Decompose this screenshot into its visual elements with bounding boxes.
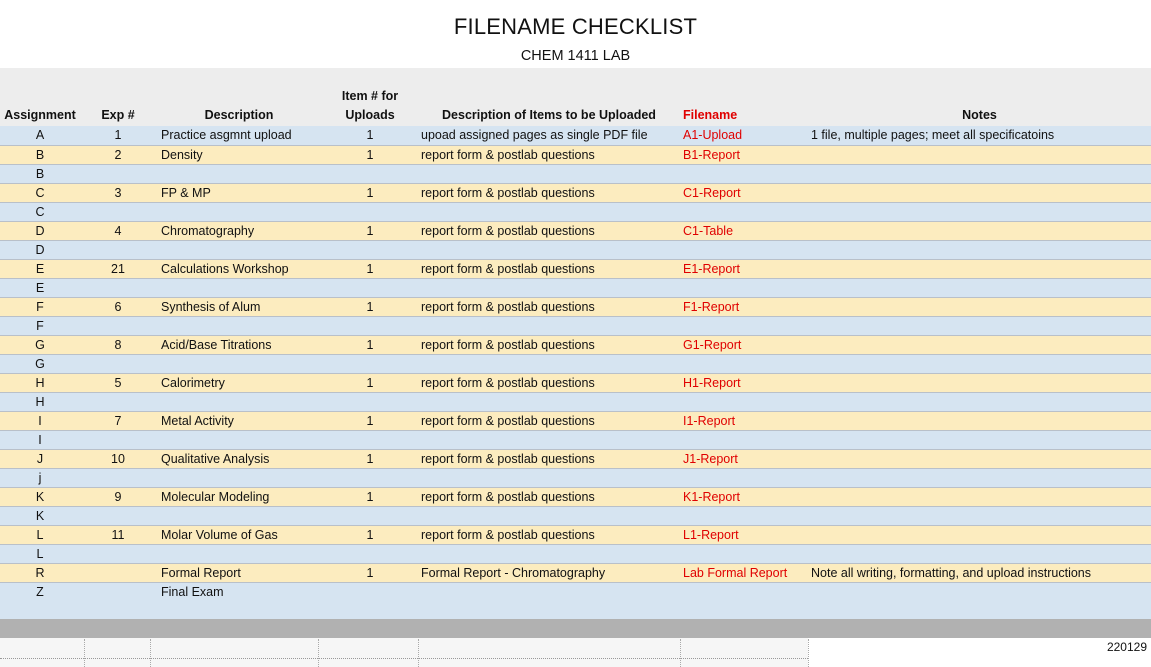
cell-description[interactable]: Density (156, 145, 322, 164)
cell-exp[interactable] (80, 430, 156, 449)
cell-filename[interactable] (680, 278, 808, 297)
cell-assignment[interactable]: A (0, 126, 80, 145)
cell-items-description[interactable] (418, 468, 680, 487)
table-row (0, 259, 1151, 278)
cell-items-description[interactable]: report form & postlab questions (418, 373, 680, 392)
cell-assignment[interactable]: J (0, 449, 80, 468)
cell-description[interactable]: Final Exam (156, 582, 322, 619)
cell-notes[interactable] (808, 354, 1151, 373)
cell-filename[interactable]: Lab Formal Report (680, 563, 808, 582)
gridline (0, 658, 808, 659)
cell-items-description[interactable]: report form & postlab questions (418, 525, 680, 544)
cell-exp[interactable] (80, 563, 156, 582)
cell-notes[interactable] (808, 544, 1151, 563)
table-row (0, 449, 1151, 468)
cell-items-description[interactable]: report form & postlab questions (418, 259, 680, 278)
cell-exp[interactable] (80, 392, 156, 411)
cell-item-count[interactable] (322, 582, 418, 619)
cell-exp[interactable]: 4 (80, 221, 156, 240)
cell-description[interactable]: Chromatography (156, 221, 322, 240)
cell-notes[interactable] (808, 392, 1151, 411)
cell-item-count[interactable] (322, 506, 418, 525)
table-row (0, 126, 1151, 145)
cell-item-count[interactable]: 1 (322, 563, 418, 582)
cell-item-count[interactable] (322, 392, 418, 411)
table-row (0, 411, 1151, 430)
cell-items-description[interactable] (418, 202, 680, 221)
cell-assignment[interactable]: I (0, 411, 80, 430)
cell-description[interactable] (156, 430, 322, 449)
cell-assignment[interactable]: I (0, 430, 80, 449)
cell-notes[interactable] (808, 335, 1151, 354)
cell-exp[interactable]: 6 (80, 297, 156, 316)
cell-exp[interactable] (80, 202, 156, 221)
cell-items-description[interactable]: report form & postlab questions (418, 487, 680, 506)
cell-assignment[interactable]: K (0, 487, 80, 506)
cell-assignment[interactable]: F (0, 297, 80, 316)
cell-description[interactable] (156, 354, 322, 373)
table-row (0, 506, 1151, 525)
cell-item-count[interactable]: 1 (322, 335, 418, 354)
cell-items-description[interactable] (418, 506, 680, 525)
cell-assignment[interactable]: E (0, 259, 80, 278)
cell-description[interactable] (156, 240, 322, 259)
cell-description[interactable]: FP & MP (156, 183, 322, 202)
cell-description[interactable] (156, 506, 322, 525)
cell-notes[interactable]: Note all writing, formatting, and upload instructions (808, 563, 1151, 582)
cell-filename[interactable]: H1-Report (680, 373, 808, 392)
cell-assignment[interactable]: B (0, 145, 80, 164)
cell-filename[interactable]: F1-Report (680, 297, 808, 316)
column-header-notes[interactable]: Notes (962, 108, 997, 122)
cell-assignment[interactable]: L (0, 544, 80, 563)
cell-filename[interactable]: A1-Upload (680, 126, 808, 145)
cell-exp[interactable] (80, 582, 156, 619)
cell-item-count[interactable]: 1 (322, 449, 418, 468)
cell-filename[interactable] (680, 164, 808, 183)
cell-filename[interactable]: E1-Report (680, 259, 808, 278)
column-header-items-description[interactable]: Description of Items to be Uploaded (442, 108, 656, 122)
cell-assignment[interactable]: Z (0, 582, 80, 619)
cell-item-count[interactable] (322, 316, 418, 335)
cell-exp[interactable]: 21 (80, 259, 156, 278)
table-row (0, 335, 1151, 354)
cell-exp[interactable] (80, 316, 156, 335)
gridline (418, 639, 419, 667)
cell-assignment[interactable]: R (0, 563, 80, 582)
cell-exp[interactable] (80, 278, 156, 297)
table-row (0, 392, 1151, 411)
cell-notes[interactable] (808, 430, 1151, 449)
cell-notes[interactable] (808, 145, 1151, 164)
cell-description[interactable]: Calorimetry (156, 373, 322, 392)
gridline (150, 639, 151, 667)
cell-notes[interactable] (808, 259, 1151, 278)
page-subtitle: CHEM 1411 LAB (520, 48, 631, 64)
cell-exp[interactable]: 2 (80, 145, 156, 164)
cell-notes[interactable] (808, 411, 1151, 430)
cell-item-count[interactable]: 1 (322, 487, 418, 506)
cell-notes[interactable] (808, 316, 1151, 335)
cell-filename[interactable]: C1-Table (680, 221, 808, 240)
cell-items-description[interactable] (418, 354, 680, 373)
cell-items-description[interactable]: report form & postlab questions (418, 297, 680, 316)
cell-item-count[interactable]: 1 (322, 183, 418, 202)
table-row (0, 278, 1151, 297)
cell-notes[interactable] (808, 297, 1151, 316)
cell-description[interactable] (156, 468, 322, 487)
cell-item-count[interactable]: 1 (322, 221, 418, 240)
cell-items-description[interactable] (418, 392, 680, 411)
cell-items-description[interactable]: report form & postlab questions (418, 183, 680, 202)
cell-items-description[interactable] (418, 582, 680, 619)
cell-filename[interactable] (680, 506, 808, 525)
cell-filename[interactable] (680, 544, 808, 563)
cell-items-description[interactable]: report form & postlab questions (418, 449, 680, 468)
cell-assignment[interactable]: D (0, 221, 80, 240)
cell-assignment[interactable]: L (0, 525, 80, 544)
cell-item-count[interactable] (322, 240, 418, 259)
cell-filename[interactable] (680, 202, 808, 221)
cell-items-description[interactable]: report form & postlab questions (418, 221, 680, 240)
gridline (84, 639, 85, 667)
table-row (0, 183, 1151, 202)
column-header-assignment[interactable]: Assignment (4, 108, 76, 122)
cell-exp[interactable]: 9 (80, 487, 156, 506)
cell-description[interactable]: Formal Report (156, 563, 322, 582)
cell-description[interactable] (156, 316, 322, 335)
cell-item-count[interactable]: 1 (322, 411, 418, 430)
cell-items-description[interactable]: report form & postlab questions (418, 145, 680, 164)
cell-item-count[interactable]: 1 (322, 525, 418, 544)
cell-items-description[interactable]: Formal Report - Chromatography (418, 563, 680, 582)
cell-assignment[interactable]: B (0, 164, 80, 183)
cell-description[interactable]: Metal Activity (156, 411, 322, 430)
cell-assignment[interactable]: C (0, 183, 80, 202)
cell-exp[interactable]: 8 (80, 335, 156, 354)
cell-item-count[interactable]: 1 (322, 145, 418, 164)
cell-notes[interactable] (808, 506, 1151, 525)
column-header-item-line2: Uploads (345, 108, 395, 122)
cell-assignment[interactable]: D (0, 240, 80, 259)
column-header-description[interactable]: Description (204, 108, 274, 122)
cell-filename[interactable] (680, 430, 808, 449)
table-row (0, 221, 1151, 240)
cell-item-count[interactable] (322, 354, 418, 373)
table-row (0, 373, 1151, 392)
table-row (0, 544, 1151, 563)
table-row (0, 582, 1151, 619)
gridline (680, 639, 681, 667)
document-code: 220129 (1106, 640, 1147, 654)
cell-item-count[interactable]: 1 (322, 297, 418, 316)
cell-items-description[interactable] (418, 240, 680, 259)
cell-exp[interactable]: 10 (80, 449, 156, 468)
table-header-row (0, 68, 1151, 126)
cell-filename[interactable] (680, 468, 808, 487)
cell-filename[interactable] (680, 240, 808, 259)
cell-items-description[interactable]: report form & postlab questions (418, 335, 680, 354)
cell-notes[interactable] (808, 373, 1151, 392)
cell-exp[interactable] (80, 506, 156, 525)
table-row (0, 563, 1151, 582)
cell-description[interactable] (156, 544, 322, 563)
cell-description[interactable] (156, 164, 322, 183)
cell-filename[interactable]: J1-Report (680, 449, 808, 468)
cell-exp[interactable] (80, 468, 156, 487)
cell-description[interactable]: Practice asgmnt upload (156, 126, 322, 145)
cell-filename[interactable]: I1-Report (680, 411, 808, 430)
table-row (0, 316, 1151, 335)
cell-description[interactable]: Qualitative Analysis (156, 449, 322, 468)
cell-notes[interactable] (808, 487, 1151, 506)
cell-notes[interactable]: 1 file, multiple pages; meet all specificatoins (808, 126, 1151, 145)
cell-assignment[interactable]: C (0, 202, 80, 221)
gridline (808, 639, 809, 667)
cell-notes[interactable] (808, 278, 1151, 297)
cell-exp[interactable] (80, 354, 156, 373)
cell-notes[interactable] (808, 183, 1151, 202)
cell-notes[interactable] (808, 240, 1151, 259)
cell-exp[interactable]: 3 (80, 183, 156, 202)
cell-notes[interactable] (808, 468, 1151, 487)
table-row (0, 145, 1151, 164)
cell-filename[interactable] (680, 316, 808, 335)
cell-items-description[interactable] (418, 430, 680, 449)
cell-filename[interactable]: G1-Report (680, 335, 808, 354)
page-title: FILENAME CHECKLIST (453, 14, 698, 39)
table-row (0, 297, 1151, 316)
cell-item-count[interactable] (322, 544, 418, 563)
cell-filename[interactable]: C1-Report (680, 183, 808, 202)
cell-assignment[interactable]: H (0, 392, 80, 411)
cell-exp[interactable] (80, 544, 156, 563)
cell-filename[interactable]: K1-Report (680, 487, 808, 506)
cell-item-count[interactable]: 1 (322, 259, 418, 278)
cell-exp[interactable]: 1 (80, 126, 156, 145)
cell-item-count[interactable] (322, 278, 418, 297)
cell-description[interactable]: Synthesis of Alum (156, 297, 322, 316)
cell-notes[interactable] (808, 525, 1151, 544)
cell-items-description[interactable] (418, 544, 680, 563)
table-row (0, 430, 1151, 449)
cell-items-description[interactable] (418, 278, 680, 297)
cell-filename[interactable] (680, 582, 808, 619)
cell-exp[interactable] (80, 164, 156, 183)
grey-divider-bar (0, 619, 1151, 638)
cell-description[interactable] (156, 392, 322, 411)
cell-description[interactable]: Acid/Base Titrations (156, 335, 322, 354)
cell-notes[interactable] (808, 164, 1151, 183)
table-row (0, 487, 1151, 506)
cell-filename[interactable] (680, 392, 808, 411)
column-header-exp[interactable]: Exp # (101, 108, 135, 122)
cell-notes[interactable] (808, 202, 1151, 221)
empty-cell-area (0, 638, 808, 667)
table-row (0, 240, 1151, 259)
column-header-item-line1: Item # for (341, 89, 399, 103)
cell-description[interactable]: Molecular Modeling (156, 487, 322, 506)
cell-notes[interactable] (808, 582, 1151, 619)
cell-exp[interactable]: 11 (80, 525, 156, 544)
table-row (0, 525, 1151, 544)
table-row (0, 354, 1151, 373)
table-row (0, 468, 1151, 487)
cell-items-description[interactable] (418, 316, 680, 335)
cell-item-count[interactable] (322, 468, 418, 487)
cell-description[interactable] (156, 278, 322, 297)
table-row (0, 202, 1151, 221)
table-row (0, 164, 1151, 183)
checklist-table (0, 68, 1151, 620)
cell-item-count[interactable]: 1 (322, 373, 418, 392)
cell-assignment[interactable]: H (0, 373, 80, 392)
cell-filename[interactable] (680, 354, 808, 373)
column-header-item-uploads[interactable] (322, 68, 418, 126)
cell-notes[interactable] (808, 221, 1151, 240)
cell-assignment[interactable]: F (0, 316, 80, 335)
cell-item-count[interactable] (322, 430, 418, 449)
cell-items-description[interactable] (418, 164, 680, 183)
cell-item-count[interactable] (322, 202, 418, 221)
column-header-filename[interactable]: Filename (683, 108, 738, 122)
cell-assignment[interactable]: G (0, 354, 80, 373)
cell-assignment[interactable]: j (0, 468, 80, 487)
cell-filename[interactable]: L1-Report (680, 525, 808, 544)
cell-assignment[interactable]: G (0, 335, 80, 354)
gridline (318, 639, 319, 667)
cell-filename[interactable]: B1-Report (680, 145, 808, 164)
cell-assignment[interactable]: K (0, 506, 80, 525)
cell-exp[interactable] (80, 240, 156, 259)
cell-items-description[interactable]: report form & postlab questions (418, 411, 680, 430)
cell-description[interactable]: Molar Volume of Gas (156, 525, 322, 544)
cell-assignment[interactable]: E (0, 278, 80, 297)
cell-description[interactable]: Calculations Workshop (156, 259, 322, 278)
cell-notes[interactable] (808, 449, 1151, 468)
cell-exp[interactable]: 7 (80, 411, 156, 430)
cell-item-count[interactable] (322, 164, 418, 183)
cell-item-count[interactable]: 1 (322, 126, 418, 145)
cell-exp[interactable]: 5 (80, 373, 156, 392)
cell-description[interactable] (156, 202, 322, 221)
cell-items-description[interactable]: upoad assigned pages as single PDF file (418, 126, 680, 145)
